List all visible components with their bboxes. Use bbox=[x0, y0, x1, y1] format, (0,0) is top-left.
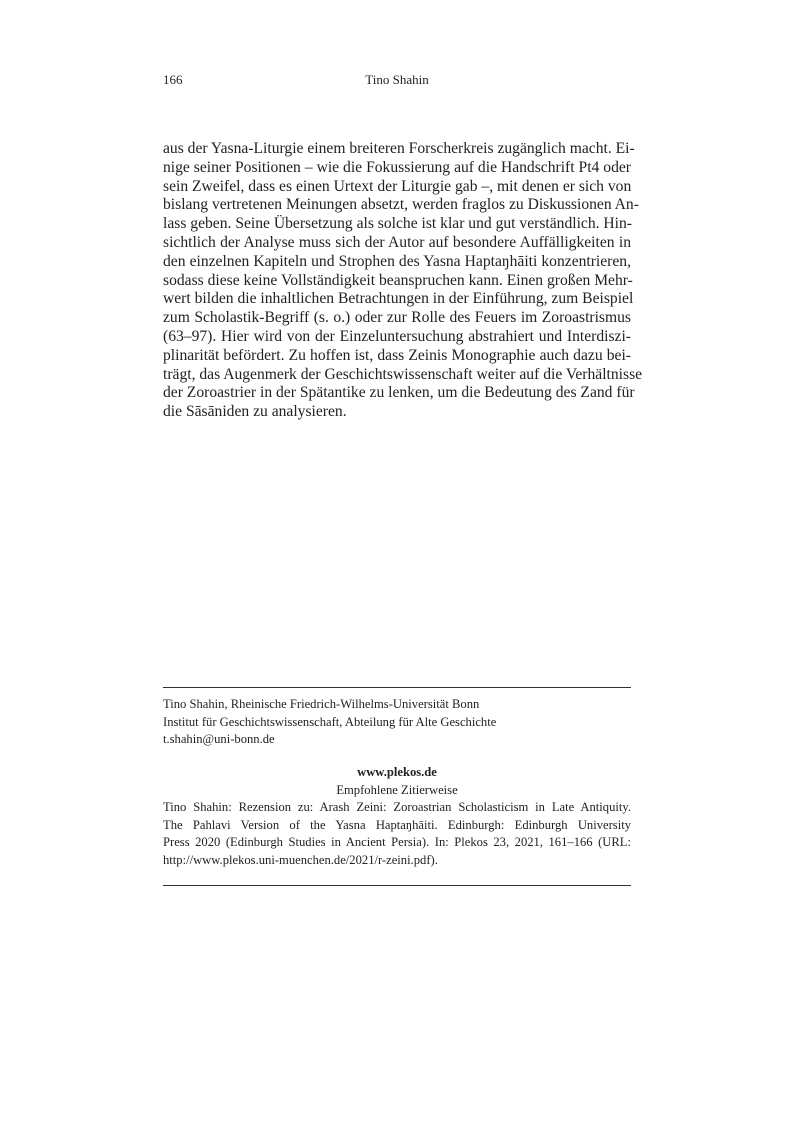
affiliation-line: Institut für Geschichtswissenschaft, Abteilung für Alte Geschichte bbox=[163, 714, 497, 729]
body-line: die Sāsāniden zu analysieren. bbox=[163, 403, 347, 421]
citation-line: Press 2020 (Edinburgh Studies in Ancient Persia). In: Plekos 23, 2021, 161–166 (URL: bbox=[163, 835, 631, 850]
body-line: nige seiner Positionen – wie die Fokussierung auf die Handschrift Pt4 oder bbox=[163, 158, 631, 176]
body-line: bislang vertretenen Meinungen absetzt, werden fraglos zu Diskussionen An- bbox=[163, 196, 639, 214]
body-text bbox=[163, 140, 643, 422]
citation-heading: Empfohlene Zitierweise bbox=[336, 782, 458, 797]
body-line: aus der Yasna-Liturgie einem breiteren Forscherkreis zugänglich macht. Ei- bbox=[163, 140, 635, 157]
page-number: 166 bbox=[163, 72, 183, 87]
body-line: sichtlich der Analyse muss sich der Autor auf besondere Auffälligkeiten in bbox=[163, 233, 631, 251]
body-line: sodass diese keine Vollständigkeit beanspruchen kann. Einen großen Mehr- bbox=[163, 271, 633, 289]
body-line: plinarität befördert. Zu hoffen ist, dass Zeinis Monographie auch dazu bei- bbox=[163, 346, 631, 364]
body-line: sein Zweifel, dass es einen Urtext der Liturgie gab –, mit denen er sich von bbox=[163, 177, 632, 195]
body-line: (63–97). Hier wird von der Einzeluntersuchung abstrahiert und Interdiszi- bbox=[163, 327, 631, 345]
author-affiliation bbox=[163, 696, 631, 749]
divider-bottom bbox=[163, 885, 631, 886]
body-line: den einzelnen Kapiteln und Strophen des Yasna Haptaŋhāiti konzentrieren, bbox=[163, 252, 631, 270]
site-link[interactable]: www.plekos.de bbox=[357, 765, 437, 779]
body-line: lass geben. Seine Übersetzung als solche ist klar und gut verständlich. Hin- bbox=[163, 215, 633, 233]
citation-block bbox=[163, 764, 631, 870]
citation-url[interactable]: http://www.plekos.uni-muenchen.de/2021/r-zeini.pdf). bbox=[163, 852, 438, 867]
body-line: wert bilden die inhaltlichen Betrachtungen in der Einführung, zum Beispiel bbox=[163, 290, 634, 308]
running-head: Tino Shahin bbox=[365, 72, 429, 87]
divider-top bbox=[163, 687, 631, 688]
affiliation-line: Tino Shahin, Rheinische Friedrich-Wilhelms-Universität Bonn bbox=[163, 697, 480, 711]
body-line: trägt, das Augenmerk der Geschichtswissenschaft weiter auf die Verhältnisse bbox=[163, 365, 643, 383]
citation-line: Tino Shahin: Rezension zu: Arash Zeini: Zoroastrian Scholasticism in Late Antiquity. bbox=[163, 800, 631, 815]
body-line: zum Scholastik-Begriff (s. o.) oder zur Rolle des Feuers im Zoroastrismus bbox=[163, 309, 631, 327]
body-line: der Zoroastrier in der Spätantike zu lenken, um die Bedeutung des Zand für bbox=[163, 384, 635, 402]
citation-line: The Pahlavi Version of the Yasna Haptaŋhāiti. Edinburgh: Edinburgh University bbox=[163, 817, 631, 832]
author-email[interactable]: t.shahin@uni-bonn.de bbox=[163, 732, 275, 747]
